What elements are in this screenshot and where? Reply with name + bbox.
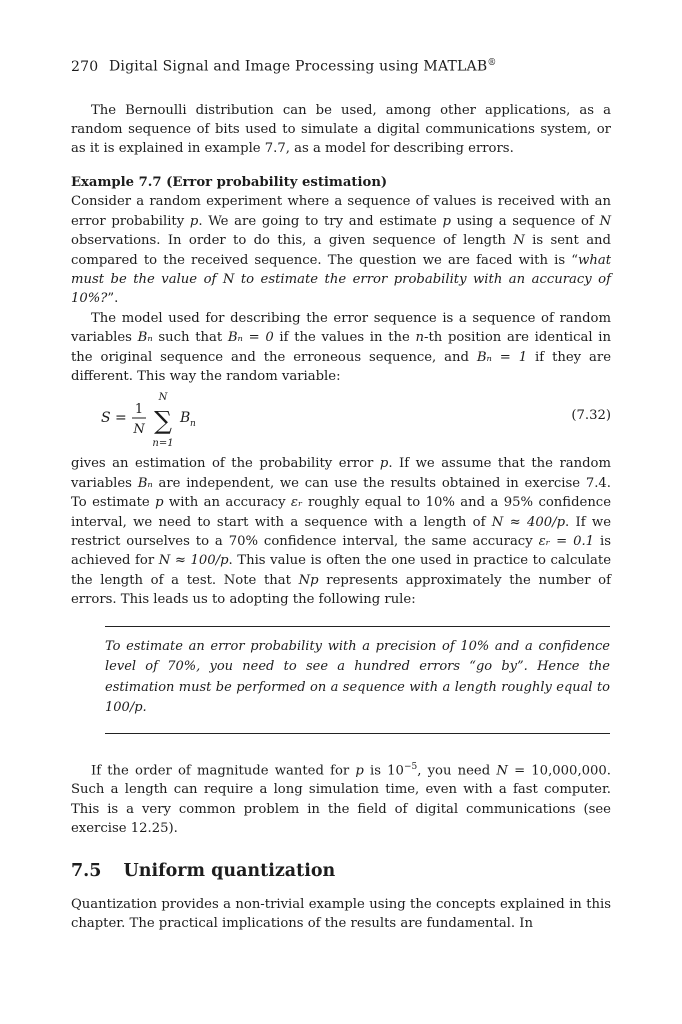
page-number: 270 [71,58,99,75]
text-chunk: represents approximately the number of errors. This leads us to adopting the following rule: [71,572,611,608]
sum-term: B [180,410,191,427]
text-chunk: . If we assume that the random variables [71,456,611,491]
section-number: 7.5 [71,860,102,881]
text-chunk: Consider a random experiment where a sequence of values is received with an error probability [71,194,611,229]
equation-formula [101,388,301,450]
text-chunk: if they are different. This way the random variable: [71,349,611,384]
rule-text: To estimate an error probability with a precision of 10% and a confidence level of 70%, you need to see a hundred errors “go by”. Hence the estimation must be performed on a sequence with a length roughly equal to 100/p. [105,638,610,716]
math-n-400: N ≈ 400/p [491,514,566,530]
math-p: p [379,456,389,472]
example-paragraph-3 [71,454,611,609]
example-paragraph-1 [71,192,611,308]
math-p: p [355,762,364,778]
text-chunk: gives an estimation of the probability error [71,456,380,472]
book-title: Digital Signal and Image Processing using MATLAB [108,58,488,75]
text-chunk: with an accuracy [163,495,291,511]
equation-lhs: S = [101,410,127,427]
text-chunk: , you need [417,762,497,778]
registered-mark: ® [487,58,497,68]
text-chunk: such that [152,330,228,346]
rule-box [105,626,610,734]
math-p: p [442,213,451,229]
text-chunk: roughly equal to 10% and a 95% confidence interval, we need to start with a sequence with a length of [71,495,611,530]
text-chunk: The model used for describing the error sequence is a sequence of random variables [71,310,611,346]
example-paragraph-2 [71,309,611,387]
example-paragraph-4 [71,758,611,839]
math-bn: Bₙ [137,475,153,491]
text-chunk: = 10,000,000. Such a length can require a long simulation time, even with a fast computer. This is a very common problem in the field of digital communications (see exercise 12.25). [71,762,611,837]
text-chunk: . This value is often the one used in practice to calculate the length of a test. Note that [71,553,612,588]
sum-upper-limit: N [158,392,168,404]
page [71,58,611,933]
text-chunk: are independent, we can use the results obtained in exercise 7.4. To estimate [71,475,611,511]
sum-term-subscript: n [190,419,196,430]
fraction-denominator: N [133,422,145,438]
question-text: what must be the value of N to estimate the error probability with an accuracy of 10%? [71,252,611,307]
text-chunk: If the order of magnitude wanted for [91,762,356,778]
section-title: Uniform quantization [123,860,336,881]
text-chunk: . We are going to try and estimate [198,213,443,229]
math-p: p [189,213,199,229]
math-np: Np [298,572,319,588]
math-n: N [599,213,611,229]
math-n-100: N ≈ 100/p [158,553,229,569]
text-chunk: observations. In order to do this, a given sequence of length [71,233,514,249]
text-chunk: using a sequence of [450,213,600,229]
text-chunk: is sent and compared to the received sequence. The question we are faced with is “ [71,233,611,268]
math-bn: Bₙ [137,330,153,346]
math-epsilon: εᵣ [290,495,303,511]
sum-symbol: ∑ [154,406,172,436]
equation-number: (7.32) [571,408,611,424]
section-paragraph: Quantization provides a non-trivial example using the concepts explained in this chapter. The practical implications of the results are fundamental. In [71,896,611,932]
running-head [71,58,611,75]
math-bn-zero: Bₙ = 0 [227,330,274,346]
intro-paragraph: The Bernoulli distribution can be used, among other applications, as a random sequence of bits used to simulate a digital communications system, or as it is explained in example 7.7, as a model for describing errors. [71,102,611,157]
section-heading [71,861,611,881]
sum-lower-limit: n=1 [152,438,174,450]
math-n: n [415,330,425,346]
fraction-numerator: 1 [134,402,144,418]
text-chunk: ”. [107,291,119,307]
text-chunk: is achieved for [71,533,611,569]
text-chunk: -th position are identical in the original sequence and the erroneous sequence, and [71,330,611,365]
equation-7-32 [71,388,611,450]
math-bn-one: Bₙ = 1 [476,349,528,365]
math-n: N [496,762,508,778]
text-chunk: is 10 [363,762,404,778]
math-p: p [155,495,164,511]
text-chunk: if the values in the [273,330,416,346]
example-heading: Example 7.7 (Error probability estimation) [71,174,388,190]
text-chunk: . If we restrict ourselves to a 70% confidence interval, the same accuracy [71,514,611,549]
math-epsilon-value: εᵣ = 0.1 [538,533,595,549]
math-n: N [513,233,525,249]
exponent: −5 [403,761,418,772]
